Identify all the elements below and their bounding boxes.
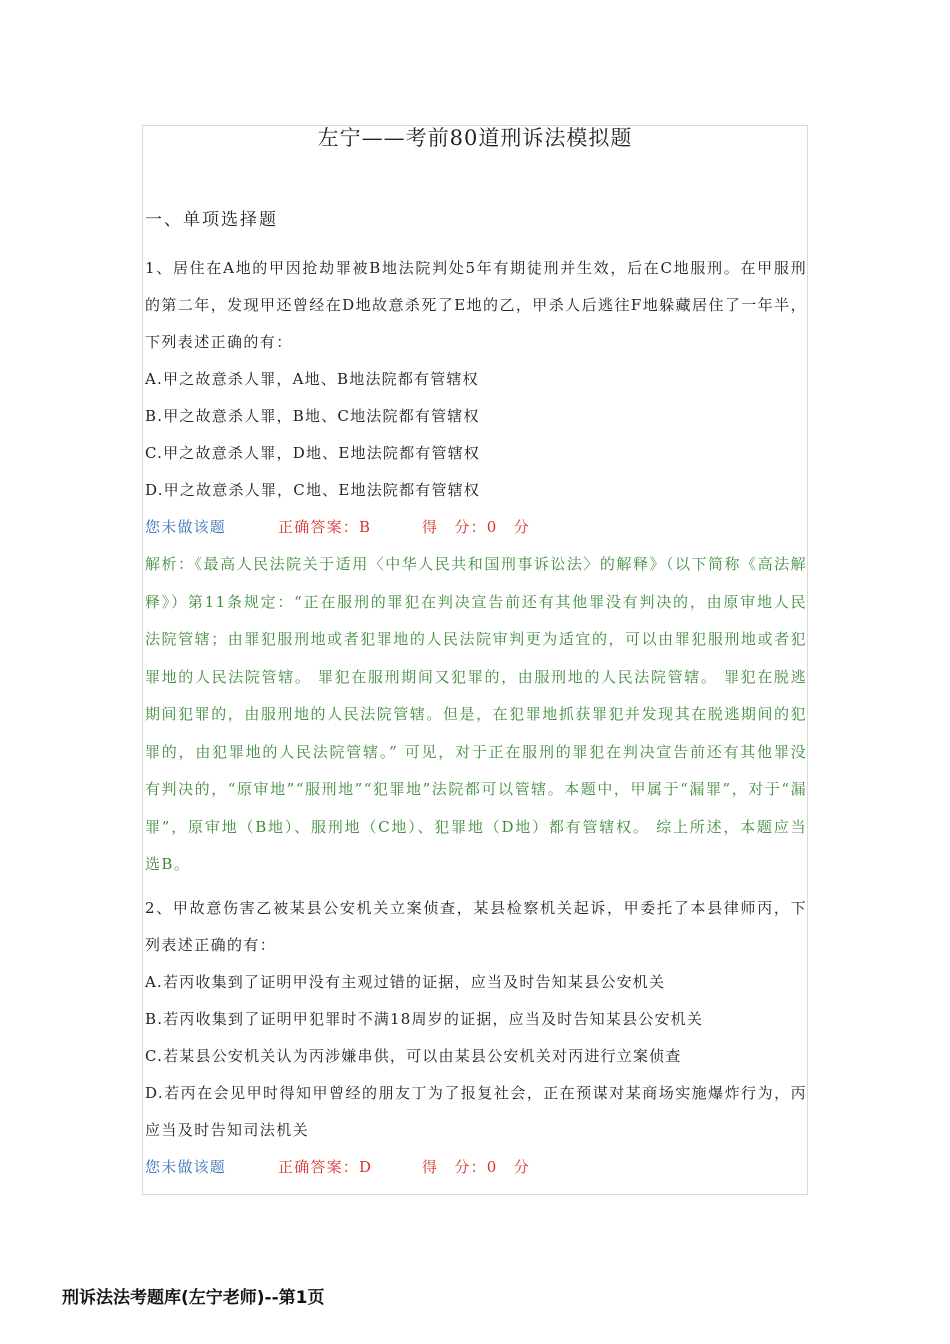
not-answered-label: 您未做该题 [145, 518, 227, 536]
correct-answer: 正确答案：B [278, 518, 372, 536]
score: 得 分：0 分 [422, 1157, 530, 1176]
question-1 [145, 250, 807, 884]
option-b: B.若丙收集到了证明甲犯罪时不满18周岁的证据，应当及时告知某县公安机关 [145, 1009, 704, 1028]
score: 得 分：0 分 [422, 518, 530, 536]
answer-status-row [145, 509, 807, 546]
option-b: B.甲之故意杀人罪，B地、C地法院都有管辖权 [145, 407, 480, 425]
answer-status-row [145, 1149, 807, 1186]
option-c: C.甲之故意杀人罪，D地、E地法院都有管辖权 [145, 444, 481, 462]
question-stem: 2、甲故意伤害乙被某县公安机关立案侦查，某县检察机关起诉，甲委托了本县律师丙，下列表述正确的有： [145, 898, 807, 954]
not-answered-label: 您未做该题 [145, 1157, 227, 1176]
option-a: A.若丙收集到了证明甲没有主观过错的证据，应当及时告知某县公安机关 [145, 972, 666, 991]
question-stem: 1、居住在A地的甲因抢劫罪被B地法院判处5年有期徒刑并生效，后在C地服刑。在甲服刑的第二年，发现甲还曾经在D地故意杀死了E地的乙，甲杀人后逃往F地躲藏居住了一年半，下列表述正确的有： [145, 259, 807, 351]
option-d: D.甲之故意杀人罪，C地、E地法院都有管辖权 [145, 481, 481, 499]
document-title: 左宁——考前80道刑诉法模拟题 [317, 126, 633, 150]
section-heading: 一、单项选择题 [145, 210, 278, 230]
option-d: D.若丙在会见甲时得知甲曾经的朋友丁为了报复社会，正在预谋对某商场实施爆炸行为，丙应当及时告知司法机关 [145, 1083, 807, 1139]
option-a: A.甲之故意杀人罪，A地、B地法院都有管辖权 [145, 370, 479, 388]
page-footer: 刑诉法法考题库(左宁老师)--第1页 [62, 1288, 325, 1308]
question-2 [145, 890, 807, 1186]
correct-answer: 正确答案：D [278, 1157, 373, 1176]
option-c: C.若某县公安机关认为丙涉嫌串供，可以由某县公安机关对丙进行立案侦查 [145, 1046, 682, 1065]
document-body [145, 200, 807, 1186]
analysis-text: 解析：《最高人民法院关于适用〈中华人民共和国刑事诉讼法〉的解释》（以下简称《高法解释》）第11条规定：“正在服刑的罪犯在判决宣告前还有其他罪没有判决的，由原审地人民法院管辖；由罪犯服刑地或者犯罪地的人民法院审判更为适宜的，可以由罪犯服刑地或者犯罪地的人民法院管辖。 罪犯在服刑期间又犯罪的，由服刑地的人民法院管辖。 罪犯在脱逃期间犯罪的，由服刑地的人民法院管辖。但是，在犯罪地抓获罪犯并发现其在脱逃期间的犯罪的，由犯罪地的人民法院管辖。” 可见，对于正在服刑的罪犯在判决宣告前还有其他罪没有判决的，“原审地”“服刑地”“犯罪地”法院都可以管辖。本题中，甲属于“漏罪”，对于“漏罪”，原审地（B地）、服刑地（C地）、犯罪地（D地）都有管辖权。 综上所述，本题应当选B。 [145, 555, 807, 873]
